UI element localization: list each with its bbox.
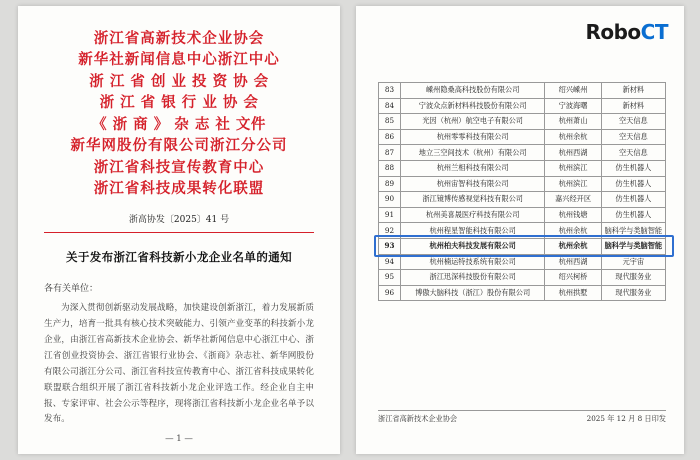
table-row bbox=[379, 238, 666, 254]
cell-company-name: 杭州楠运特技系统有限公司 bbox=[400, 254, 544, 270]
cell-index: 85 bbox=[379, 114, 401, 130]
company-listing-table bbox=[378, 82, 666, 301]
cell-company-name: 浙江迅深科技股份有限公司 bbox=[400, 270, 544, 286]
org-line-6: 新华网股份有限公司浙江分公司 bbox=[70, 137, 288, 155]
cell-index: 95 bbox=[379, 270, 401, 286]
cell-company-name: 杭州程星智能科技有限公司 bbox=[400, 223, 544, 239]
table-row bbox=[379, 176, 666, 192]
cell-index: 88 bbox=[379, 160, 401, 176]
page-footer bbox=[378, 414, 666, 424]
cell-company-name: 杭州美喜晟医疗科技有限公司 bbox=[400, 207, 544, 223]
cell-company-name: 博傲大脑科技（浙江）股份有限公司 bbox=[400, 285, 544, 301]
cell-region: 绍兴柯桥 bbox=[545, 270, 601, 286]
cell-index: 89 bbox=[379, 176, 401, 192]
cell-company-name: 地立三空间技术（杭州）有限公司 bbox=[400, 145, 544, 161]
table-row bbox=[379, 207, 666, 223]
cell-index: 87 bbox=[379, 145, 401, 161]
cell-region: 杭州萧山 bbox=[545, 114, 601, 130]
cell-company-name: 杭州柏夫科技发展有限公司 bbox=[400, 238, 544, 254]
table-row bbox=[379, 192, 666, 208]
table-row bbox=[379, 98, 666, 114]
cell-region: 杭州西湖 bbox=[545, 145, 601, 161]
cell-industry: 仿生机器人 bbox=[601, 176, 665, 192]
table-row bbox=[379, 223, 666, 239]
salutation: 各有关单位： bbox=[44, 284, 99, 295]
cell-index: 86 bbox=[379, 129, 401, 145]
table-row bbox=[379, 83, 666, 99]
cell-region: 宁波海曙 bbox=[545, 98, 601, 114]
cell-industry: 新材料 bbox=[601, 98, 665, 114]
cell-industry: 仿生机器人 bbox=[601, 192, 665, 208]
cell-region: 绍兴嵊州 bbox=[545, 83, 601, 99]
document-title: 关于发布浙江省科技新小龙企业名单的通知 bbox=[65, 250, 293, 265]
cell-region: 嘉兴经开区 bbox=[545, 192, 601, 208]
cell-industry: 脑科学与类脑智能 bbox=[601, 223, 665, 239]
cell-industry: 脑科学与类脑智能 bbox=[601, 238, 665, 254]
cell-industry: 现代服务业 bbox=[601, 285, 665, 301]
body-paragraph: 为深入贯彻创新驱动发展战略，加快建设创新浙江，着力发展新质生产力，培育一批具有核心技术突破能力、引领产业变革的科技新小龙企业，由浙江省高新技术企业协会、新华社新闻信息中心浙江中心、浙江省创业投资协会、浙江省银行业协会、《浙商》杂志社、新华网股份有限公司浙江分公司、浙江省科技宣传教育中心、浙江省科技成果转化联盟联合组织开展了浙江省科技新小龙企业评选工作。经企业自主申报、专家评审、社会公示等程序，现将浙江省科技新小龙企业名单予以发布。 bbox=[44, 303, 314, 425]
table-row bbox=[379, 145, 666, 161]
cell-index: 84 bbox=[379, 98, 401, 114]
org-line-4: 浙 江 省 银 行 业 协 会 bbox=[99, 94, 259, 112]
logo-text-primary: Robo bbox=[585, 20, 641, 44]
table-row bbox=[379, 254, 666, 270]
cell-company-name: 杭州宙智科技有限公司 bbox=[400, 176, 544, 192]
cell-company-name: 嵊州隐桑高科技股份有限公司 bbox=[400, 83, 544, 99]
cell-index: 93 bbox=[379, 238, 401, 254]
cell-industry: 空天信息 bbox=[601, 129, 665, 145]
cell-company-name: 杭州兰相科技有限公司 bbox=[400, 160, 544, 176]
cell-region: 杭州西湖 bbox=[545, 254, 601, 270]
cell-company-name: 光因（杭州）航空电子有限公司 bbox=[400, 114, 544, 130]
cell-industry: 空天信息 bbox=[601, 145, 665, 161]
cell-region: 杭州余杭 bbox=[545, 223, 601, 239]
cell-industry: 仿生机器人 bbox=[601, 207, 665, 223]
logo-text-accent: CT bbox=[640, 20, 668, 44]
footer-issuer: 浙江省高新技术企业协会 bbox=[378, 414, 458, 423]
org-line-1: 浙江省高新技术企业协会 bbox=[93, 30, 265, 47]
cell-industry: 空天信息 bbox=[601, 114, 665, 130]
cell-industry: 仿生机器人 bbox=[601, 160, 665, 176]
cell-index: 90 bbox=[379, 192, 401, 208]
cell-company-name: 杭州零零科技有限公司 bbox=[400, 129, 544, 145]
cell-region: 杭州余杭 bbox=[545, 238, 601, 254]
table-row bbox=[379, 160, 666, 176]
cell-region: 杭州钱塘 bbox=[545, 207, 601, 223]
cell-index: 92 bbox=[379, 223, 401, 239]
cell-index: 83 bbox=[379, 83, 401, 99]
cell-region: 杭州滨江 bbox=[545, 160, 601, 176]
document-number: 浙高协发〔2025〕41 号 bbox=[128, 214, 230, 225]
cell-industry: 现代服务业 bbox=[601, 270, 665, 286]
cell-region: 杭州拱墅 bbox=[545, 285, 601, 301]
cell-company-name: 浙江镜博传感视觉科技有限公司 bbox=[400, 192, 544, 208]
footer-date: 2025 年 12 月 8 日印发 bbox=[586, 414, 666, 423]
roboct-logo bbox=[585, 20, 668, 44]
table-body bbox=[379, 83, 666, 301]
footer-divider bbox=[378, 410, 666, 411]
page-number: — 1 — bbox=[165, 434, 193, 445]
cell-region: 杭州滨江 bbox=[545, 176, 601, 192]
cell-index: 94 bbox=[379, 254, 401, 270]
table-row bbox=[379, 114, 666, 130]
issuing-organizations-header bbox=[44, 28, 314, 200]
table-row bbox=[379, 285, 666, 301]
org-line-8: 浙江省科技成果转化联盟 bbox=[93, 180, 265, 198]
document-page-left bbox=[18, 6, 340, 454]
org-line-3: 浙 江 省 创 业 投 资 协 会 bbox=[89, 72, 269, 90]
cell-index: 91 bbox=[379, 207, 401, 223]
table-row bbox=[379, 270, 666, 286]
org-line-2: 新华社新闻信息中心浙江中心 bbox=[78, 51, 280, 69]
org-line-5: 《 浙 商 》 杂 志 社 文件 bbox=[92, 115, 266, 133]
cell-company-name: 宁波众点新材料科技股份有限公司 bbox=[400, 98, 544, 114]
red-divider-rule bbox=[44, 232, 314, 234]
cell-index: 96 bbox=[379, 285, 401, 301]
cell-industry: 元宇宙 bbox=[601, 254, 665, 270]
table-row bbox=[379, 129, 666, 145]
document-page-right bbox=[356, 6, 684, 454]
cell-region: 杭州余杭 bbox=[545, 129, 601, 145]
org-line-7: 浙江省科技宣传教育中心 bbox=[93, 158, 265, 176]
cell-industry: 新材料 bbox=[601, 83, 665, 99]
